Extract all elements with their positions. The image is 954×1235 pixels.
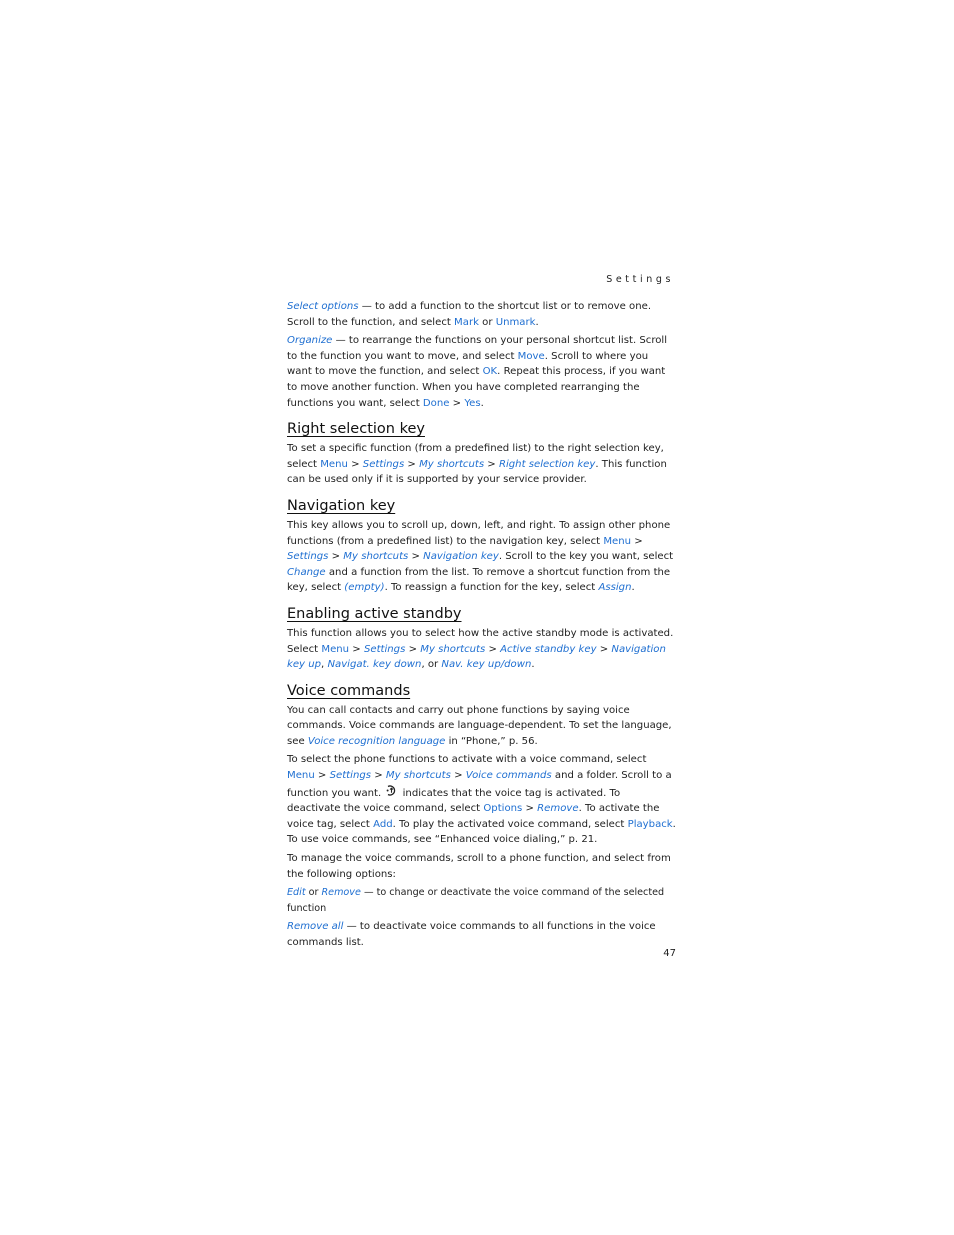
remove-option: Remove [537, 803, 579, 815]
organize-paragraph: Organize — to rearrange the functions on your personal shortcut list. Scroll to the function you want to move, and select Move. Scroll to where you want to move the function, and select OK. Repeat this process, if you want to move another function. When you have completed rearranging the functions you want, select Done > Yes. [287, 335, 668, 409]
my-shortcuts-link: My shortcuts [420, 643, 486, 655]
document-page [287, 0, 676, 1235]
edit-option: Edit [287, 887, 306, 899]
voice-recognition-language-link: Voice recognition language [307, 735, 446, 747]
remove-all-option: Remove all [287, 921, 344, 933]
navigation-key-heading: Navigation key [287, 497, 396, 514]
mark-option: Mark [454, 316, 479, 328]
voice-commands-manage-paragraph: To manage the voice commands, scroll to a phone function, and select from the following options: [287, 853, 671, 880]
navigation-key-link: Navigation key [423, 551, 499, 563]
voice-commands-activate-paragraph: To select the phone functions to activate with a voice command, select Menu > Settings > My shortcuts > Voice commands and a folder. Scroll to a function you want. indicates that the voice tag is activated. To deactivate the voice command, select Options > Remove. To activate the voice tag, select Add. To play the activated voice command, select Playback. To use voice commands, see “Enhanced voice dialing,” p. 21. [287, 754, 676, 846]
navigation-key-paragraph: This key allows you to scroll up, down, left, and right. To assign other phone functions (from a predefined list) to the navigation key, select Menu > Settings > My shortcuts > Navigation key. Scroll to the key you want, select Change and a function from the list. To remove a shortcut function from the key, select (empty). To reassign a function for the key, select Assign. [287, 519, 674, 594]
running-head: Settings [606, 274, 674, 285]
add-option: Add [373, 818, 393, 830]
navigation-key-up-option: Navigation key up [287, 643, 666, 671]
playback-option: Playback [627, 818, 673, 830]
right-selection-key-heading: Right selection key [287, 421, 425, 438]
change-option: Change [287, 566, 326, 578]
right-selection-key-paragraph: To set a specific function (from a predefined list) to the right selection key, select Menu > Settings > My shortcuts > Right selection key. This function can be used only if it is supported by your service provider. [287, 443, 667, 486]
select-options-paragraph: Select options — to add a function to the shortcut list or to remove one. Scroll to the function, and select Mark or Unmark. [287, 301, 652, 328]
my-shortcuts-link: My shortcuts [343, 551, 409, 563]
remove-all-paragraph: Remove all — to deactivate voice commands to all functions in the voice commands list. [287, 921, 656, 948]
assign-option: Assign [598, 582, 632, 594]
enabling-active-standby-heading: Enabling active standby [287, 605, 462, 622]
my-shortcuts-link: My shortcuts [419, 458, 485, 470]
voice-tag-icon [385, 784, 398, 797]
remove-option: Remove [321, 887, 361, 899]
edit-remove-paragraph: Edit or Remove — to change or deactivate the voice command of the selected function [287, 887, 665, 914]
done-option: Done [422, 397, 450, 409]
menu-link: Menu [320, 458, 348, 470]
settings-link: Settings [329, 770, 372, 782]
active-standby-key-link: Active standby key [500, 643, 597, 655]
voice-commands-link: Voice commands [465, 770, 552, 782]
voice-commands-intro-paragraph: You can call contacts and carry out phone functions by saying voice commands. Voice commands are language-dependent. To set the language, see Voice recognition language in “Phone,” p. 56. [287, 704, 672, 747]
move-option: Move [517, 350, 545, 362]
menu-link: Menu [321, 643, 350, 655]
voice-commands-heading: Voice commands [287, 682, 411, 699]
settings-link: Settings [362, 458, 405, 470]
settings-link: Settings [287, 551, 329, 563]
organize-term: Organize [287, 335, 333, 347]
page-number: 47 [663, 948, 676, 959]
menu-link: Menu [287, 770, 315, 782]
my-shortcuts-link: My shortcuts [385, 770, 451, 782]
navigation-key-down-option: Navigat. key down [327, 659, 422, 671]
page-content [287, 299, 676, 954]
unmark-option: Unmark [495, 316, 536, 328]
ok-option: OK [482, 366, 498, 378]
options-option: Options [483, 803, 523, 815]
empty-option: (empty) [344, 582, 385, 594]
right-selection-key-link: Right selection key [498, 458, 596, 470]
navigation-key-updown-option: Nav. key up/down [441, 659, 532, 671]
settings-link: Settings [363, 643, 406, 655]
active-standby-paragraph: This function allows you to select how the active standby mode is activated. Select Menu > Settings > My shortcuts > Active standby key > Navigation key up, Navigat. key down, or Nav. key up/down. [287, 627, 674, 671]
select-options-term: Select options [287, 301, 359, 312]
yes-option: Yes [464, 397, 481, 409]
menu-link: Menu [603, 535, 632, 547]
